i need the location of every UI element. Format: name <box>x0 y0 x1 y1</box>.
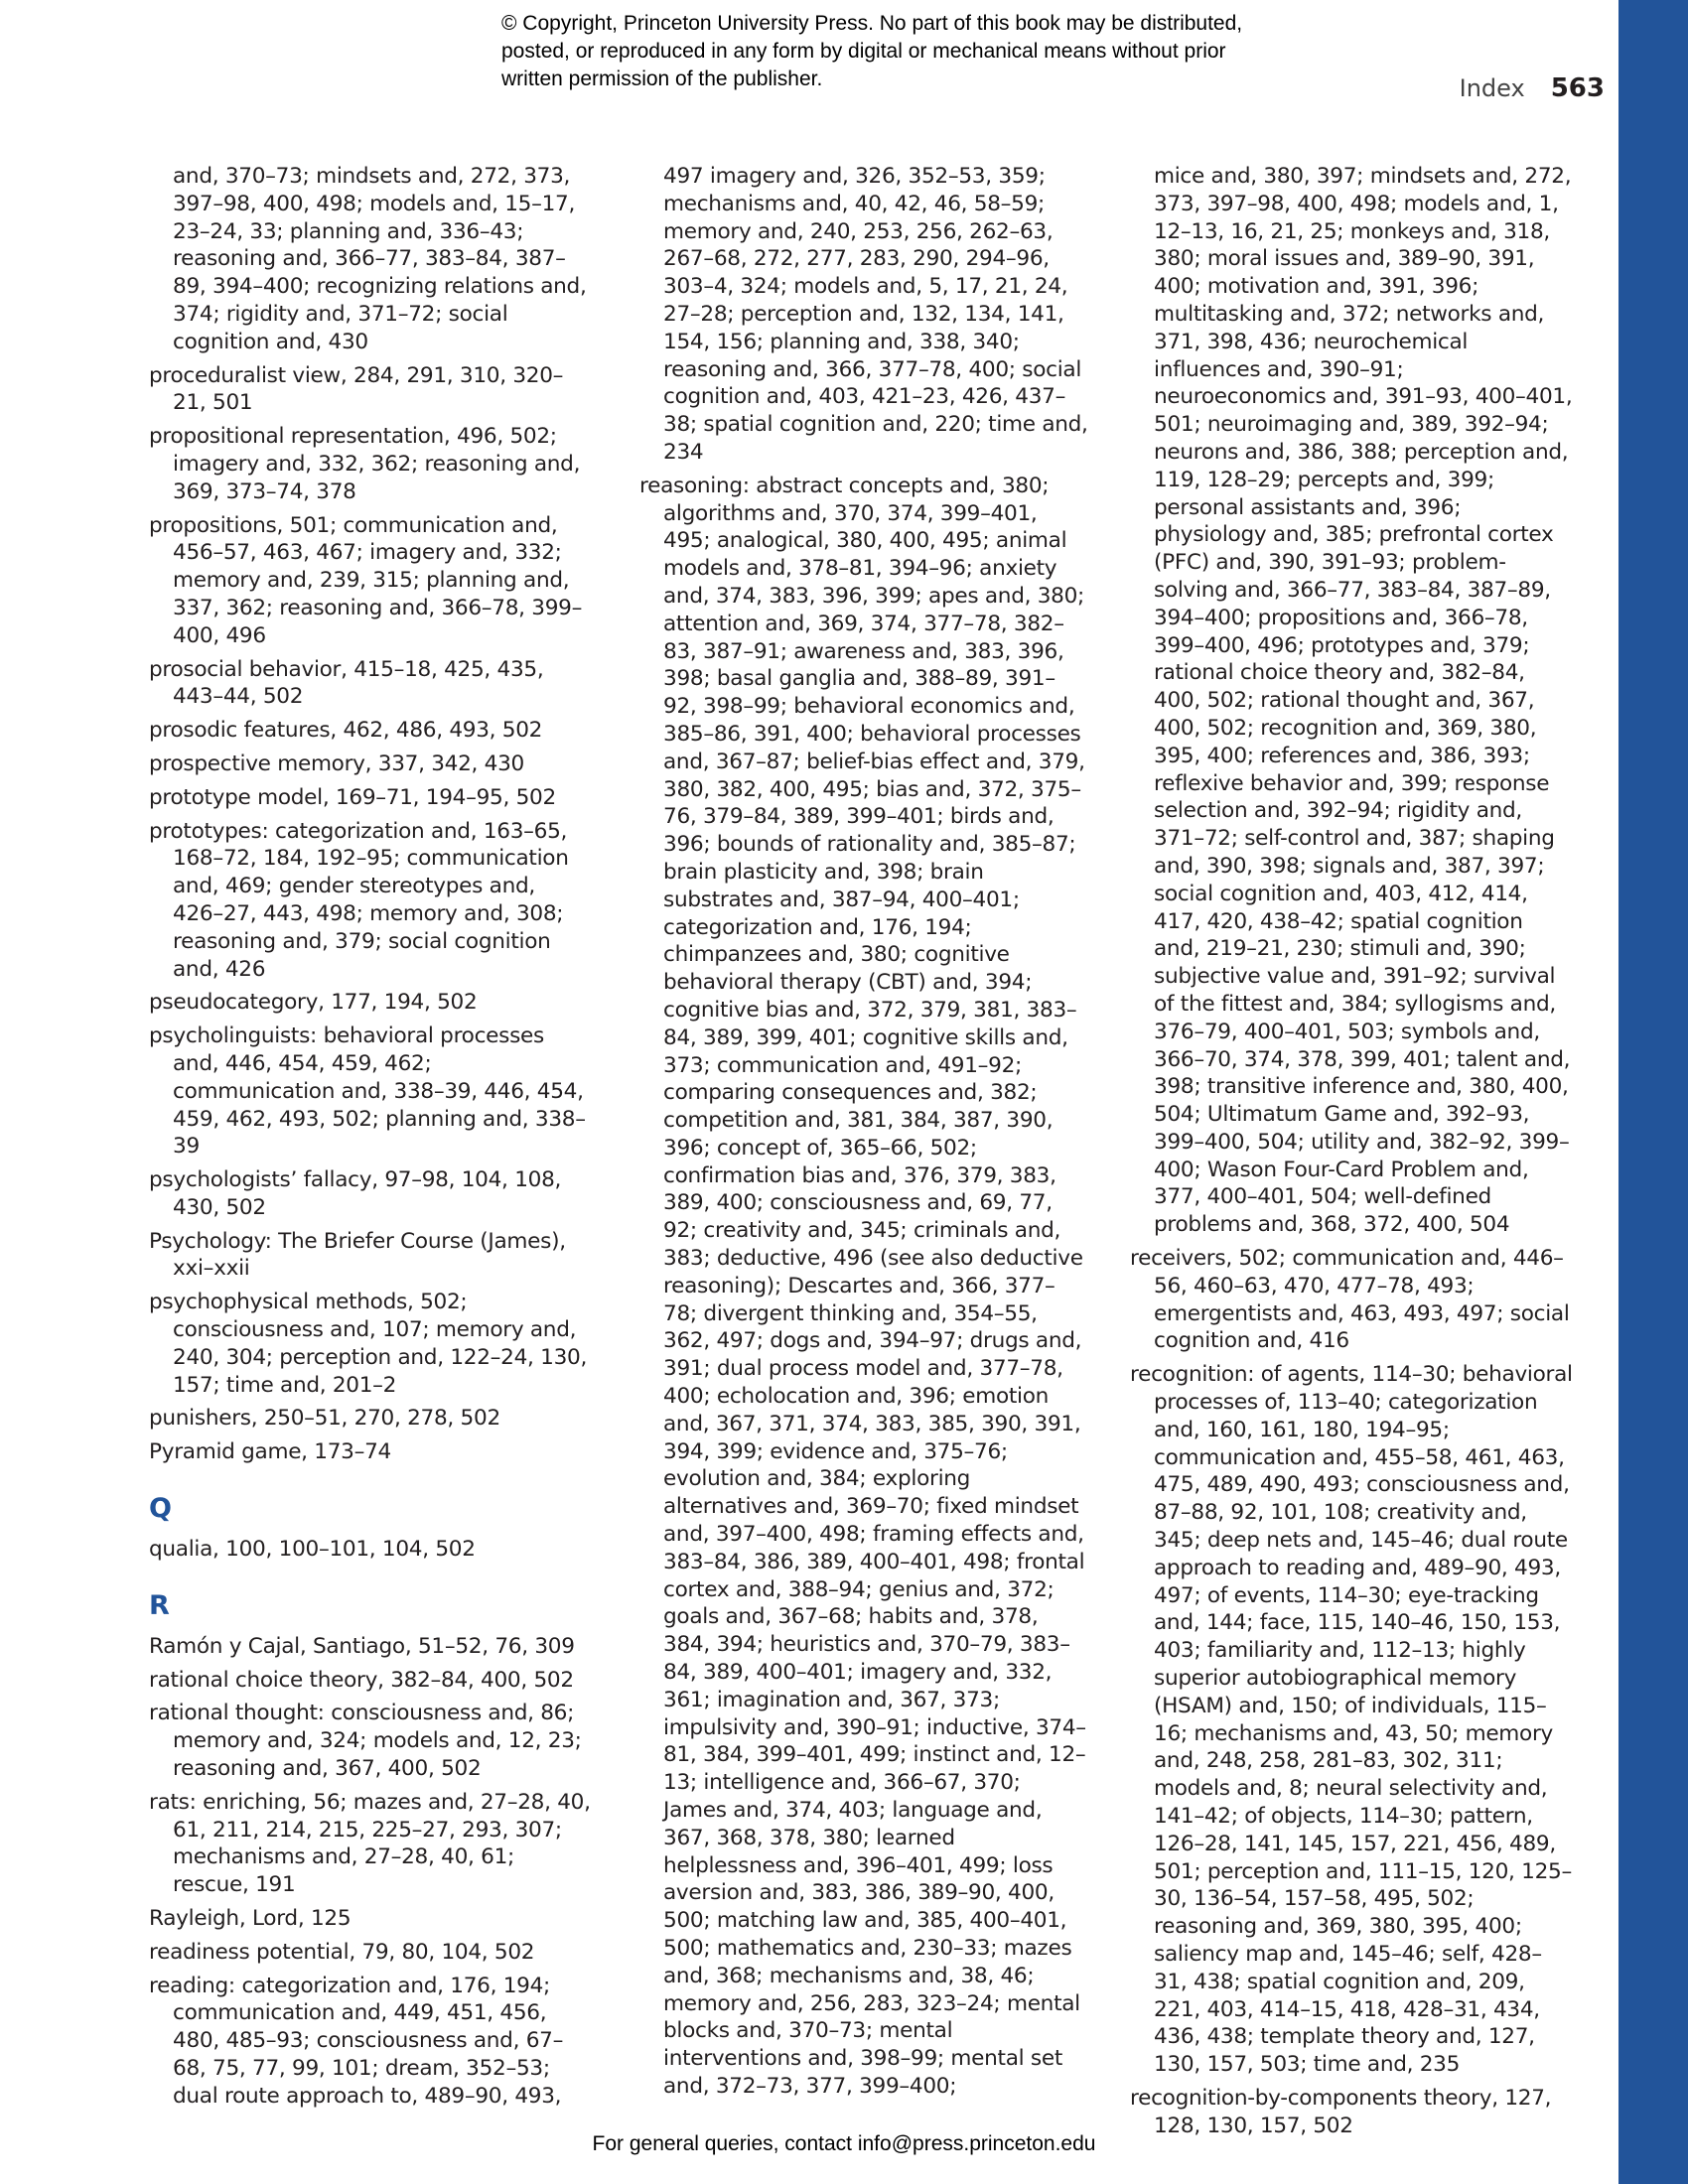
index-entry: receivers, 502; communication and, 446–56, 460–63, 470, 477–78, 493; emergentists and, 463, 493, 497; social cognition and, 416 <box>1130 1246 1570 1354</box>
index-entry: prospective memory, 337, 342, 430 <box>149 751 524 776</box>
page-number: 563 <box>1550 73 1605 103</box>
index-entry: rats: enriching, 56; mazes and, 27–28, 40, 61, 211, 214, 215, 225–27, 293, 307; mechanisms and, 27–28, 40, 61; rescue, 191 <box>149 1789 591 1898</box>
index-entry: psychophysical methods, 502; consciousness and, 107; memory and, 240, 304; perception and, 122–24, 130, 157; time and, 201–2 <box>149 1290 588 1398</box>
index-entry: Rayleigh, Lord, 125 <box>149 1906 352 1932</box>
index-entry: psycholinguists: behavioral processes and, 446, 454, 459, 462; communication and, 338–39, 446, 454, 459, 462, 493, 502; planning and, 338–39 <box>149 1024 586 1160</box>
index-entry: psychologists’ fallacy, 97–98, 104, 108, 430, 502 <box>149 1167 562 1220</box>
index-entry: Ramón y Cajal, Santiago, 51–52, 76, 309 <box>149 1633 575 1659</box>
index-entry: and, 370–73; mindsets and, 272, 373, 397–98, 400, 498; models and, 15–17, 23–24, 33; planning and, 336–43; reasoning and, 366–77, 383–84, 387–89, 394–400; recognizing relations and, 374; rigidity and, 371–72; social cognition and, 430 <box>173 164 587 354</box>
index-entry: propositions, 501; communication and, 456–57, 463, 467; imagery and, 332; memory and, 239, 315; planning and, 337, 362; reasoning and, 366–78, 399–400, 496 <box>149 512 583 648</box>
section-letter-r: R <box>149 1589 170 1621</box>
index-entry: reasoning: abstract concepts and, 380; algorithms and, 370, 374, 399–401, 495; analogical, 380, 400, 495; animal models and, 378–81, 394–96; anxiety and, 374, 383, 396, 399; apes and, 380; attention and, 369, 374, 377–78, 382–83, 387–91; awareness and, 383, 396, 398; basal ganglia and, 388–89, 391–92, 398–99; behavioral economics and, 385–86, 391, 400; behavioral processes and, 367–87; belief-bias effect and, 379, 380, 382, 400, 495; bias and, 372, 375–76, 379–84, 389, 399–401; birds and, 396; bounds of rationality and, 385–87; brain plasticity and, 398; brain substrates and, 387–94, 400–401; categorization and, 176, 194; chimpanzees and, 380; cognitive behavioral therapy (CBT) and, 394; cognitive bias and, 372, 379, 381, 383–84, 389, 399, 401; cognitive skills and, 373; communication and, 491–92; comparing consequences and, 382; competition and, 381, 384, 387, 390, 396; concept of, 365–66, 502; confirmation bias and, 376, 379, 383, 389, 400; consciousness and, 69, 77, 92; creativity and, 345; criminals and, 383; deductive, 496 (see also deductive reasoning); Descartes and, 366, 377–78; divergent thinking and, 354–55, 362, 497; dogs and, 394–97; drugs and, 391; dual process model and, 377–78, 400; echolocation and, 396; emotion and, 367, 371, 374, 383, 385, 390, 391, 394, 399; evidence and, 375–76; evolution and, 384; exploring alternatives and, 369–70; fixed mindset and, 397–400, 498; framing effects and, 383–84, 386, 389, 400–401, 498; frontal cortex and, 388–94; genius and, 372; goals and, 367–68; habits and, 378, 384, 394; heuristics and, 370–79, 383–84, 389, 400–401; imagery and, 332, 361; imagination and, 367, 373; impulsivity and, 390–91; inductive, 374–81, 384, 399–401, 499; instinct and, 12–13; intelligence and, 366–67, 370; James and, 374, 403; language and, 367, 368, 378, 380; learned helplessness and, 396–401, 499; loss aversion and, 383, 386, 389–90, 400, 500; matching law and, 385, 400–401, 500; mathematics and, 230–33; mazes and, 368; mechanisms and, 38, 46; memory and, 256, 283, 323–24; mental blocks and, 370–73; mental interventions and, 398–99; mental set and, 372–73, 377, 399–400; <box>639 473 1086 2099</box>
running-head <box>1460 71 1605 105</box>
index-entry: 497 imagery and, 326, 352–53, 359; mechanisms and, 40, 42, 46, 58–59; memory and, 240, 253, 256, 262–63, 267–68, 272, 277, 283, 290, 294–96, 303–4, 324; models and, 5, 17, 21, 24, 27–28; perception and, 132, 134, 141, 154, 156; planning and, 338, 340; reasoning and, 366, 377–78, 400; social cognition and, 403, 421–23, 426, 437–38; spatial cognition and, 220; time and, 234 <box>663 164 1088 465</box>
section-label: Index <box>1459 74 1525 102</box>
footer-contact: For general queries, contact info@press.princeton.edu <box>592 2132 1096 2155</box>
index-entry: prototype model, 169–71, 194–95, 502 <box>149 784 556 810</box>
index-entry: qualia, 100, 100–101, 104, 502 <box>149 1537 476 1563</box>
index-entry: reading: categorization and, 176, 194; communication and, 449, 451, 456, 480, 485–93; consciousness and, 67–68, 75, 77, 99, 101; dream, 352–53; dual route approach to, 489–90, 493, <box>149 1973 564 2109</box>
index-entry: mice and, 380, 397; mindsets and, 272, 373, 397–98, 400, 498; models and, 1, 12–13, 16, 21, 25; monkeys and, 318, 380; moral issues and, 389–90, 391, 400; motivation and, 391, 396; multitasking and, 372; networks and, 371, 398, 436; neurochemical influences and, 390–91; neuroeconomics and, 391–93, 400–401, 501; neuroimaging and, 389, 392–94; neurons and, 386, 388; perception and, 119, 128–29; percepts and, 399; personal assistants and, 396; physiology and, 385; prefrontal cortex (PFC) and, 390, 391–93; problem-solving and, 366–77, 383–84, 387–89, 394–400; propositions and, 366–78, 399–400, 496; prototypes and, 379; rational choice theory and, 382–84, 400, 502; rational thought and, 367, 400, 502; recognition and, 369, 380, 395, 400; references and, 386, 393; reflexive behavior and, 399; response selection and, 392–94; rigidity and, 371–72; self-control and, 387; shaping and, 390, 398; signals and, 387, 397; social cognition and, 403, 412, 414, 417, 420, 438–42; spatial cognition and, 219–21, 230; stimuli and, 390; subjective value and, 391–92; survival of the fittest and, 384; syllogisms and, 376–79, 400–401, 503; symbols and, 366–70, 374, 378, 399, 401; talent and, 398; transitive inference and, 380, 400, 504; Ultimatum Game and, 392–93, 399–400, 504; utility and, 382–92, 399–400; Wason Four-Card Problem and, 377, 400–401, 504; well-defined problems and, 368, 372, 400, 504 <box>1154 164 1573 1238</box>
index-entry: Psychology: The Briefer Course (James), xxi–xxii <box>149 1228 566 1282</box>
index-entry: readiness potential, 79, 80, 104, 502 <box>149 1939 535 1965</box>
index-entry: recognition: of agents, 114–30; behavioral processes of, 113–40; categorization and, 160, 161, 180, 194–95; communication and, 455–58, 461, 463, 475, 489, 490, 493; consciousness and, 87–88, 92, 101, 108; creativity and, 345; deep nets and, 145–46; dual route approach to reading and, 489–90, 493, 497; of events, 114–30; eye-tracking and, 144; face, 115, 140–46, 150, 153, 403; familiarity and, 112–13; highly superior autobiographical memory (HSAM) and, 150; of individuals, 115–16; mechanisms and, 43, 50; memory and, 248, 258, 281–83, 302, 311; models and, 8; neural selectivity and, 141–42; of objects, 114–30; pattern, 126–28, 141, 145, 157, 221, 456, 489, 501; perception and, 111–15, 120, 125–30, 136–54, 157–58, 495, 502; reasoning and, 369, 380, 395, 400; saliency map and, 145–46; self, 428–31, 438; spatial cognition and, 209, 221, 403, 414–15, 418, 428–31, 434, 436, 438; template theory and, 127, 130, 157, 503; time and, 235 <box>1130 1362 1573 2078</box>
index-entry: punishers, 250–51, 270, 278, 502 <box>149 1406 500 1432</box>
index-entry: proceduralist view, 284, 291, 310, 320–21, 501 <box>149 362 564 416</box>
index-entry: Pyramid game, 173–74 <box>149 1439 391 1465</box>
index-entry: rational choice theory, 382–84, 400, 502 <box>149 1667 574 1693</box>
index-column-1 <box>149 163 592 2116</box>
index-entry: rational thought: consciousness and, 86; memory and, 324; models and, 12, 23; reasoning and, 367, 400, 502 <box>149 1701 582 1782</box>
index-entry: recognition-by-components theory, 127, 128, 130, 157, 502 <box>1130 2085 1552 2138</box>
index-entry: prosocial behavior, 415–18, 425, 435, 443–44, 502 <box>149 656 544 710</box>
index-entry: propositional representation, 496, 502; imagery and, 332, 362; reasoning and, 369, 373–74, 378 <box>149 424 581 504</box>
index-entry: prototypes: categorization and, 163–65, 168–72, 184, 192–95; communication and, 469; gender stereotypes and, 426–27, 443, 498; memory and, 308; reasoning and, 379; social cognition and, 426 <box>149 818 569 982</box>
copyright-notice: © Copyright, Princeton University Press. No part of this book may be distributed, posted, or reproduced in any form by digital or mechanical means without prior written permission of the publisher. <box>501 12 1243 90</box>
index-column-2 <box>639 163 1088 2107</box>
section-letter-q: Q <box>149 1493 172 1525</box>
index-entry: prosodic features, 462, 486, 493, 502 <box>149 718 543 744</box>
blue-edge-band <box>1618 0 1688 2184</box>
index-entry: pseudocategory, 177, 194, 502 <box>149 990 478 1016</box>
index-column-3 <box>1130 163 1573 2146</box>
